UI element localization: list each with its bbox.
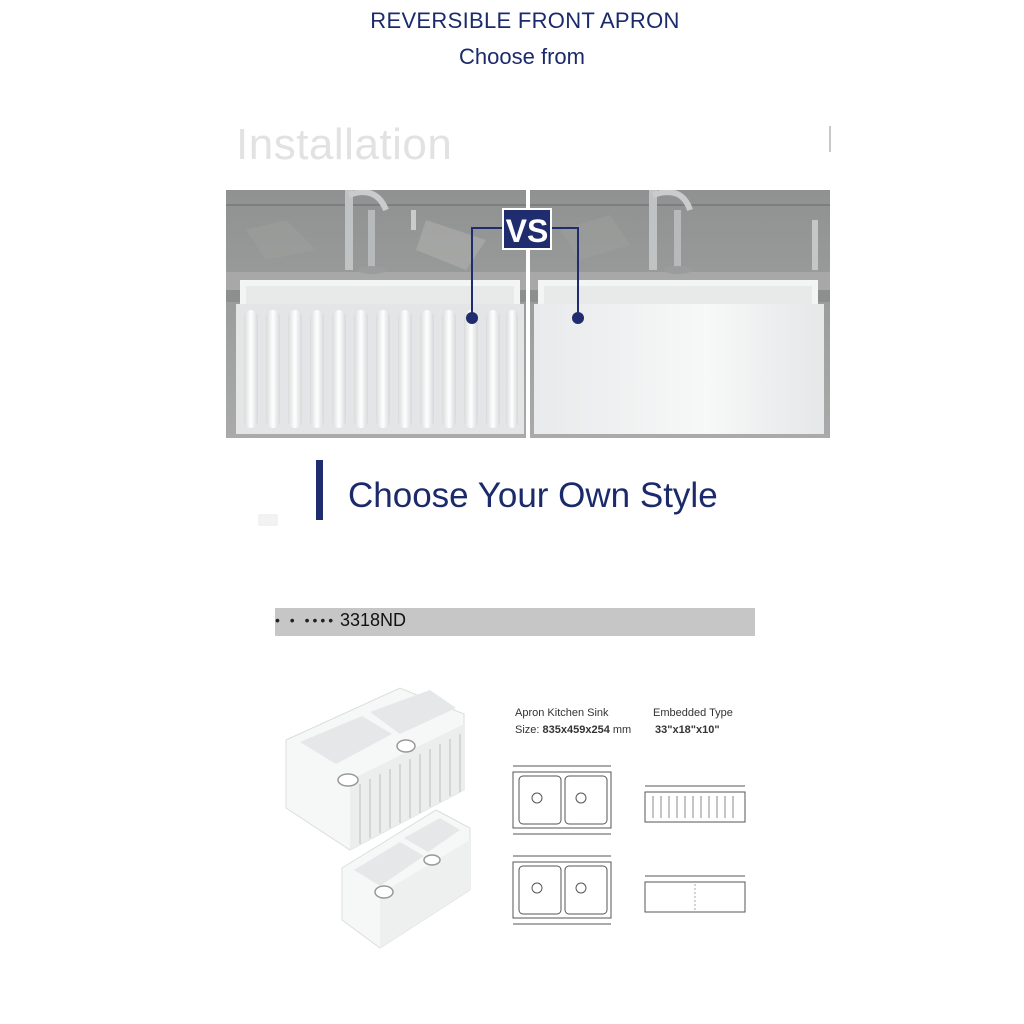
model-code: 3318ND [340, 610, 407, 630]
bullet-marks: • • •••• [275, 612, 337, 628]
size-inches: 33"x18"x10" [655, 724, 720, 736]
technical-drawings [495, 758, 765, 938]
header-subtitle: Choose from [459, 44, 585, 69]
decor-block [258, 514, 278, 526]
divider [829, 126, 831, 152]
smooth-sink-photo [530, 190, 830, 438]
style-heading: Choose Your Own Style [348, 476, 718, 515]
spec-size-line [515, 724, 631, 736]
size-mm: 835x459x254 [542, 724, 610, 736]
size-unit: mm [612, 724, 632, 736]
vs-badge: VS [502, 208, 552, 250]
spec-label-embedded: Embedded Type [653, 707, 733, 719]
heading-accent-bar [316, 460, 323, 520]
sink-product-image [280, 680, 480, 970]
header-title: REVERSIBLE FRONT APRON [370, 8, 680, 33]
fluted-sink-photo [226, 190, 526, 438]
size-prefix: Size: [515, 724, 540, 736]
installation-title: Installation [236, 120, 453, 169]
spec-label-apron: Apron Kitchen Sink [515, 707, 609, 719]
